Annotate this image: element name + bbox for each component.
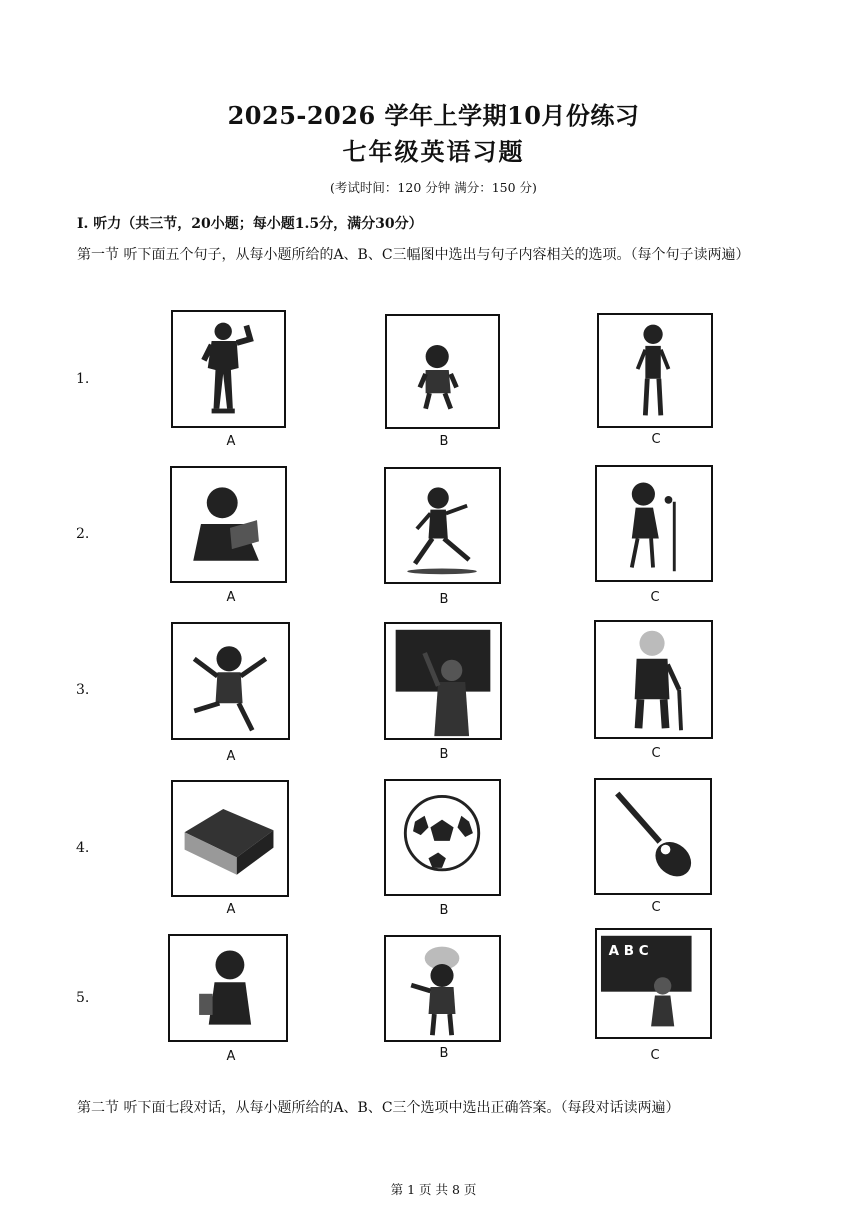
section-heading: Ⅰ. 听力（共三节，20小题；每小题1.5分，满分30分） [77,216,423,232]
option-label: C [651,900,661,915]
option-label: A [226,902,236,917]
option-label: A [226,749,236,764]
page-footer: 第 1 页 共 8 页 [390,1182,477,1197]
exam-info: (考试时间：120 分钟 满分：150 分) [330,180,537,195]
part-one-instruction: 第一节 听下面五个句子，从每小题所给的A、B、C三幅图中选出与句子内容相关的选项。（每个句子读两遍） [77,247,750,263]
part-two-instruction: 第二节 听下面七段对话，从每小题所给的A、B、C三个选项中选出正确答案。（每段对话读两遍） [77,1100,680,1116]
exam-title: 2025-2026 学年上学期10月份练习 [227,101,640,130]
option-label: A [226,590,236,605]
muscular-man-icon [171,310,286,428]
option-label: B [439,903,449,918]
option-label: C [651,746,661,761]
old-man-with-cane-icon [594,620,713,739]
svg-text:A B C: A B C [608,943,649,960]
book-icon [171,780,289,897]
exam-subtitle: 七年级英语习题 [342,137,525,166]
question-number: 5. [76,990,90,1006]
girl-running-icon [384,467,501,584]
soccer-ball-icon [384,779,501,896]
option-label: C [651,432,661,447]
thin-boy-icon [597,313,713,428]
short-boy-icon [385,314,500,429]
question-number: 1. [76,371,90,387]
girl-singing-icon [595,465,713,582]
question-number: 3. [76,682,90,698]
option-label: C [650,590,660,605]
option-label: B [439,1046,449,1061]
girl-reading-book-icon [170,466,287,583]
option-label: B [439,747,449,762]
schoolgirl-icon [168,934,288,1042]
option-label: C [650,1048,660,1063]
guitar-icon [594,778,712,895]
option-label: B [439,592,449,607]
question-number: 2. [76,526,90,542]
option-label: A [226,1049,236,1064]
option-label: B [439,434,449,449]
teacher-at-blackboard-icon [384,622,502,740]
option-label: A [226,434,236,449]
cook-icon [384,935,501,1042]
student-jumping-icon [171,622,290,740]
question-number: 4. [76,840,90,856]
teacher-abc-board-icon [595,928,712,1039]
